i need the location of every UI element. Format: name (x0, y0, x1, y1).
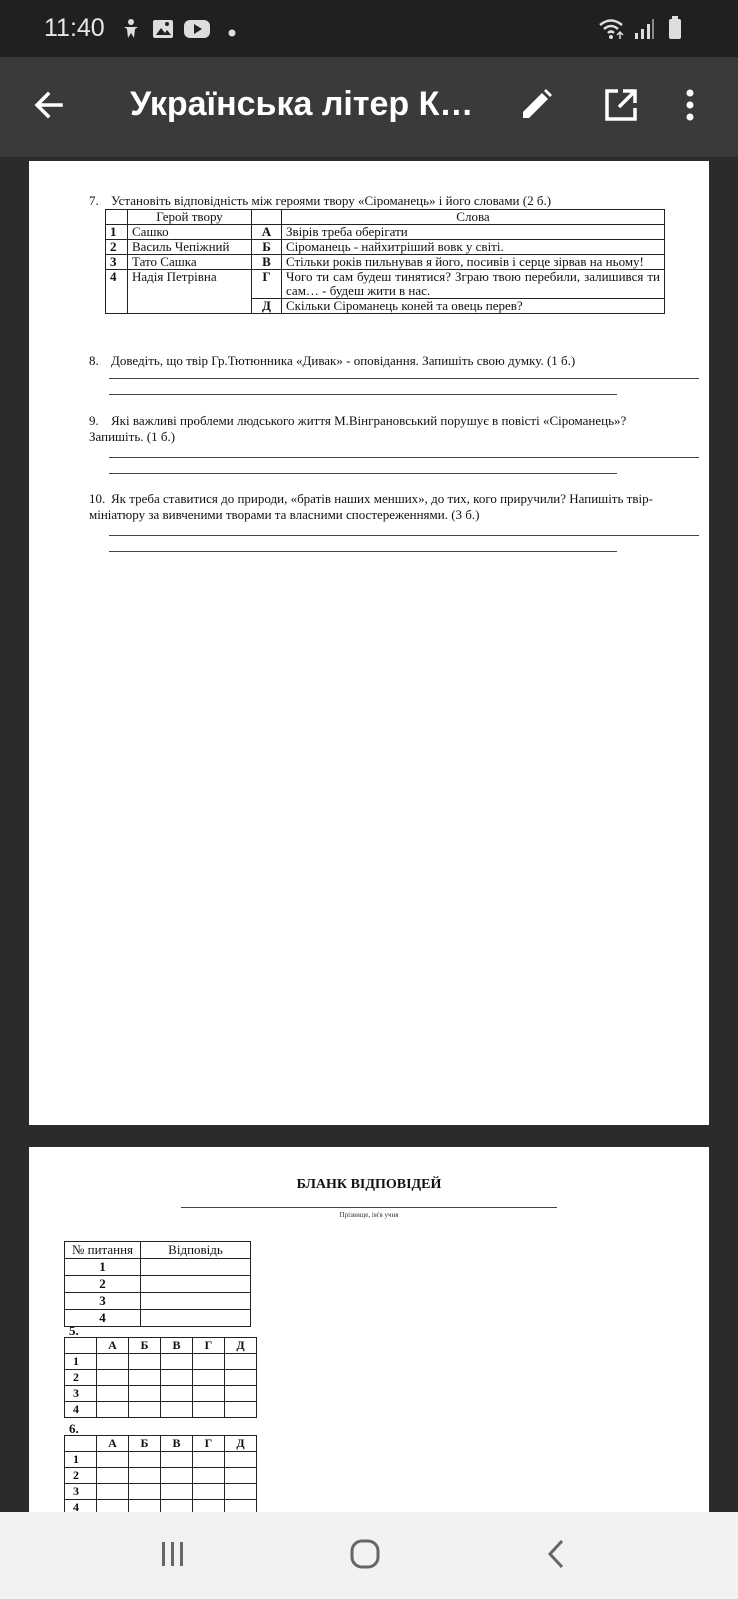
table-row: 4 (65, 1500, 257, 1513)
document-page-1 (29, 161, 709, 1125)
system-nav-bar (0, 1512, 738, 1599)
answer-table (64, 1241, 251, 1327)
answer-line (109, 378, 699, 379)
table-row: 3 (65, 1484, 257, 1500)
edit-button[interactable] (511, 82, 561, 132)
table-row: 4 (65, 1402, 257, 1418)
question-8: 8. Доведіть, що твір Гр.Тютюнника «Дивак» - оповідання. Запишіть свою думку. (1 б.) (89, 353, 576, 368)
header-words: Слова (282, 210, 665, 225)
signal-icon (633, 18, 655, 45)
table-row: 3 Тато Сашка В Стільки років пильнував я його, посивів і серце зірвав на ньому! (106, 255, 665, 270)
section-6-grid (64, 1435, 257, 1512)
table-row: 2 (65, 1370, 257, 1386)
open-external-button[interactable] (596, 82, 646, 132)
arrow-back-icon (33, 89, 65, 126)
app-bar (0, 57, 738, 157)
table-header-row: № питання Відповідь (65, 1242, 251, 1259)
answer-line (109, 473, 617, 474)
wifi-icon (598, 18, 626, 45)
table-header-row (106, 210, 665, 225)
recents-button[interactable] (148, 1534, 198, 1578)
table-row: 2 Василь Чепіжний Б Сіроманець - найхитріший вовк у світі. (106, 240, 665, 255)
image-icon (152, 18, 174, 45)
table-row: 3 (65, 1293, 251, 1310)
dot-icon (228, 24, 236, 42)
home-button[interactable] (340, 1534, 390, 1578)
open-external-icon (604, 88, 638, 127)
answer-line (109, 457, 699, 458)
document-page-2 (29, 1147, 709, 1512)
matching-table (105, 209, 665, 314)
answer-sheet-title: БЛАНК ВІДПОВІДЕЙ (296, 1177, 442, 1192)
status-bar (0, 0, 738, 57)
question-7: 7. Установіть відповідність між героями твору «Сіроманець» і його словами (2 б.) (89, 193, 552, 208)
table-row: 1 (65, 1354, 257, 1370)
table-row: 4 (65, 1310, 251, 1327)
more-vert-icon (685, 88, 695, 127)
table-header-row: А Б В Г Д (65, 1338, 257, 1354)
answer-line (109, 551, 617, 552)
edit-pencil-icon (518, 87, 554, 128)
more-options-button[interactable] (673, 82, 707, 132)
section-5-label: 5. (69, 1323, 79, 1338)
battery-icon (668, 16, 682, 45)
name-caption: Прізвище, ім'я учня (339, 1211, 399, 1219)
name-line (181, 1207, 557, 1208)
document-viewer[interactable] (0, 157, 738, 1512)
home-icon (349, 1538, 381, 1575)
table-row: 2 (65, 1468, 257, 1484)
section-5-grid (64, 1337, 257, 1418)
nav-back-icon (545, 1538, 567, 1575)
table-header-row: А Б В Г Д (65, 1436, 257, 1452)
section-6-label: 6. (69, 1421, 79, 1436)
back-button[interactable] (24, 82, 74, 132)
table-row: Д Скільки Сіроманець коней та овець перев? (106, 299, 665, 314)
table-row: 1 (65, 1259, 251, 1276)
nav-back-button[interactable] (531, 1534, 581, 1578)
table-row: 2 (65, 1276, 251, 1293)
question-10: 10. Як треба ставитися до природи, «братів наших менших», до тих, кого приручили? Напишіть твір-мініатюру за вивченими творами та власними спостереженнями. (3 б.) (89, 491, 653, 522)
table-row: 3 (65, 1386, 257, 1402)
question-9: 9. Які важливі проблеми людського життя М.Вінграновський порушує в повісті «Сіроманець»? Запишіть. (1 б.) (89, 413, 627, 444)
answer-line (109, 394, 617, 395)
answer-line (109, 535, 699, 536)
table-row: 4 Надія Петрівна Г Чого ти сам будеш тинятися? Зграю твою перебили, залишився ти сам… - будеш жити в нас. (106, 270, 665, 299)
table-row: 1 Сашко А Звірів треба оберігати (106, 225, 665, 240)
table-row: 1 (65, 1452, 257, 1468)
document-title: Українська літер К… (130, 85, 474, 123)
accessibility-icon (120, 18, 142, 45)
header-hero: Герой твору (128, 210, 252, 225)
youtube-icon (183, 18, 211, 45)
status-time: 11:40 (44, 14, 105, 42)
recents-icon (159, 1540, 187, 1573)
